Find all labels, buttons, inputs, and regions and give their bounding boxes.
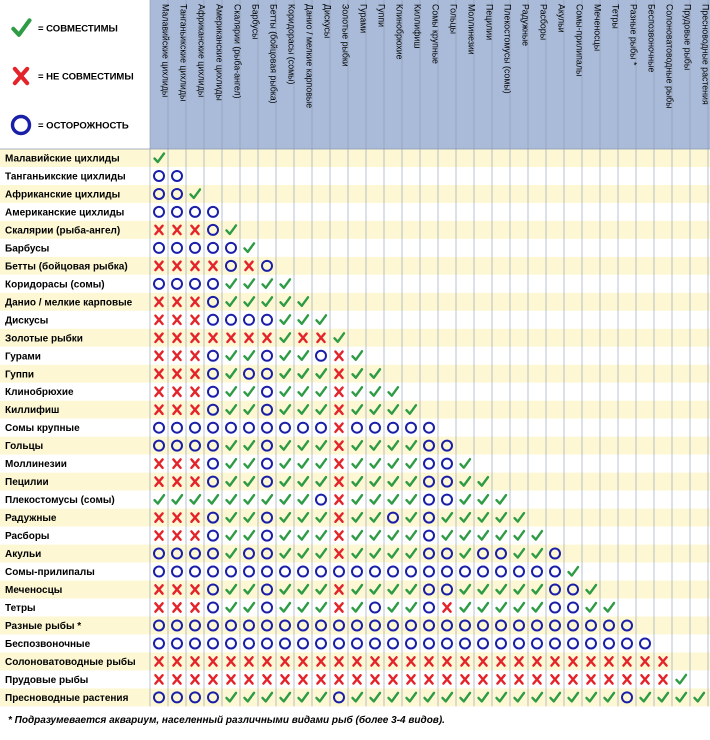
row-label: Барбусы [5, 243, 50, 255]
row-label: Скалярии (рыба-ангел) [5, 225, 121, 237]
row-label: Данио / мелкие карповые [5, 297, 133, 309]
row-background [0, 545, 710, 563]
column-label: Расборы [538, 4, 549, 41]
row-background [0, 419, 710, 437]
row-label: Радужные [5, 513, 57, 525]
column-label: Сомы крупные [430, 4, 441, 64]
legend [13, 20, 134, 133]
row-label: Солоноватоводные рыбы [5, 656, 136, 668]
column-label: Моллинезии [466, 4, 477, 55]
row-label: Меченосцы [5, 585, 63, 597]
legend-circle-icon [13, 117, 30, 134]
row-background [0, 581, 710, 599]
legend-label: = ОСТОРОЖНОСТЬ [38, 120, 129, 132]
legend-label: = НЕ СОВМЕСТИМЫ [38, 71, 134, 83]
column-label: Коридорасы (сомы) [286, 4, 297, 85]
row-label: Разные рыбы * [5, 620, 82, 632]
column-label: Гуппи [376, 4, 387, 28]
column-label: Танганьикские цихлиды [178, 4, 189, 102]
row-background [0, 473, 710, 491]
row-label: Прудовые рыбы [5, 674, 89, 686]
row-background [0, 455, 710, 473]
column-label: Американские цихлиды [214, 4, 225, 101]
column-label: Клинобрюхие [394, 4, 405, 60]
column-label: Барбусы [250, 4, 261, 40]
column-label: Радужные [520, 4, 531, 47]
row-label: Киллифиш [5, 405, 60, 417]
row-background [0, 563, 710, 581]
column-label: Пресноводные растения [700, 4, 710, 105]
row-background [0, 527, 710, 545]
row-label: Беспозвоночные [5, 638, 91, 650]
column-label: Данио / мелкие карповые [304, 4, 315, 109]
row-background [0, 509, 710, 527]
column-label: Гурами [358, 4, 369, 34]
row-background [0, 383, 710, 401]
column-label: Малавийские цихлиды [160, 4, 171, 98]
row-label: Пецилии [5, 477, 49, 489]
row-label: Танганьикские цихлиды [5, 171, 126, 183]
row-label: Гуппи [5, 369, 35, 381]
row-label: Африканские цихлиды [5, 189, 121, 201]
column-label: Разные рыбы * [628, 4, 639, 66]
row-label: Акульи [5, 549, 42, 561]
row-label: Малавийские цихлиды [5, 153, 120, 165]
row-background [0, 311, 710, 329]
column-label: Бетты (бойцовая рыбка) [268, 4, 279, 104]
row-background [0, 239, 710, 257]
row-label: Гольцы [5, 441, 44, 453]
column-label: Гольцы [448, 4, 459, 34]
row-label: Моллинезии [5, 459, 67, 471]
row-label: Расборы [5, 531, 50, 543]
column-label: Дискусы [322, 4, 333, 39]
column-label: Плекостомусы (сомы) [502, 4, 513, 94]
row-label: Коридорасы (сомы) [5, 279, 105, 291]
row-label: Дискусы [5, 315, 49, 327]
legend-label: = СОВМЕСТИМЫ [38, 23, 118, 35]
row-label: Сомы крупные [5, 423, 80, 435]
row-background [0, 437, 710, 455]
column-label: Беспозвоночные [646, 4, 657, 73]
row-label: Клинобрюхие [5, 387, 74, 399]
row-label: Гурами [5, 351, 41, 363]
row-background [0, 365, 710, 383]
row-background [0, 401, 710, 419]
column-label: Золотые рыбки [340, 4, 351, 67]
row-background [0, 275, 710, 293]
legend-check-icon [13, 20, 29, 34]
row-label: Тетры [5, 603, 36, 614]
row-label: Сомы-прилипалы [5, 567, 95, 579]
column-label: Меченосцы [592, 4, 603, 52]
row-label: Американские цихлиды [5, 207, 125, 219]
row-label: Пресноводные растения [5, 692, 129, 704]
column-label: Тетры [610, 4, 621, 29]
row-label: Бетты (бойцовая рыбка) [5, 261, 128, 273]
column-label: Сомы-прилипалы [574, 4, 585, 77]
column-label: Акульи [556, 4, 567, 33]
row-background [0, 329, 710, 347]
column-label: Скалярии (рыба-ангел) [232, 4, 243, 99]
column-label: Киллифиш [412, 4, 423, 49]
column-label: Пецилии [484, 4, 495, 41]
row-label: Золотые рыбки [5, 333, 83, 345]
row-background [0, 347, 710, 365]
column-label: Прудовые рыбы [682, 4, 693, 71]
column-label: Африканские цихлиды [196, 4, 207, 98]
column-label: Солоноватоводные рыбы [664, 4, 675, 109]
row-background [0, 670, 710, 688]
footnote: * Подразумевается аквариум, населенный различными видами рыб (более 3-4 видов). [8, 715, 445, 726]
legend-cross-icon [15, 69, 27, 83]
row-label: Плекостомусы (сомы) [5, 495, 115, 507]
